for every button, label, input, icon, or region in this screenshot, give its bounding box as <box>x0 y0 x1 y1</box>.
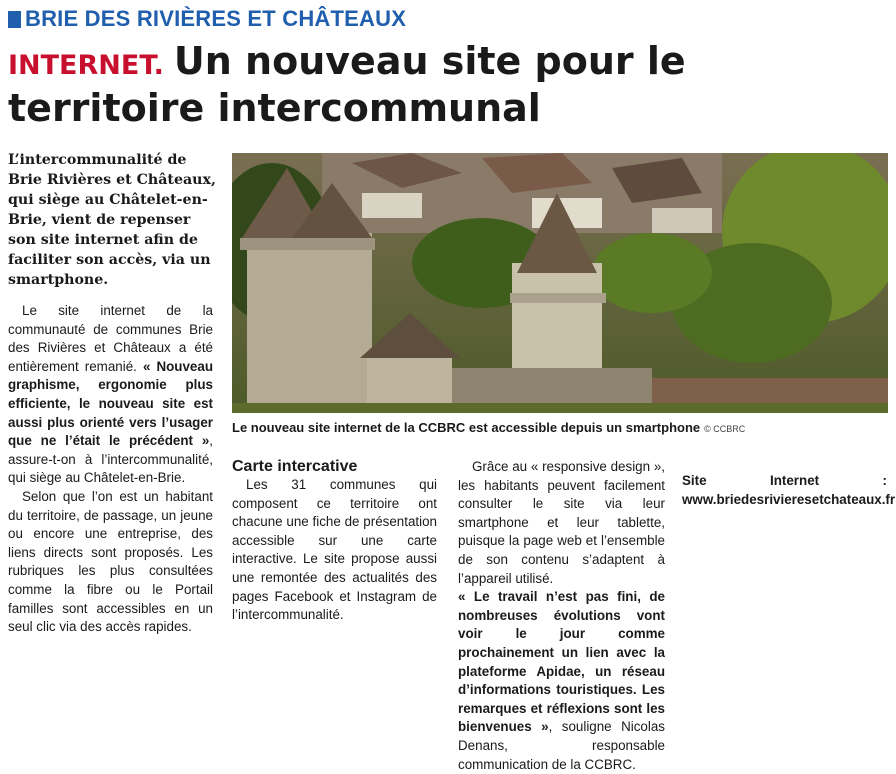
p5-quote: « Le travail n’est pas fini, de nombreuses évolutions vont voir le jour comme prochainement un lien avec la plateforme Apidae, un réseau d’informations touristiques. Les remarques et réflexions sont les bienvenues » <box>458 589 665 735</box>
castle-photo-illustration <box>232 153 888 413</box>
p5-end: , souligne Nicolas Denans, responsable communication de la CCBRC. <box>458 719 665 772</box>
column-4-spacer <box>682 458 887 472</box>
photo-credit: © CCBRC <box>704 424 746 434</box>
rubric-square-icon <box>8 11 21 28</box>
rubric-label: BRIE DES RIVIÈRES ET CHÂTEAUX <box>25 6 407 31</box>
body-paragraph-3: Les 31 communes qui composent ce territoire ont chacune une fiche de présentation accessible sur une carte interactive. Le site propose aussi une remontée des actualités des pages Facebook et Instagram de l’intercommunalité. <box>232 477 437 623</box>
section-rubric <box>8 6 406 32</box>
body-paragraph-4: Grâce au « responsive design », les habitants peuvent facilement consulter le site via leur smartphone et leur tablette, puisque la page web et l’ensemble de son contenu s’adaptent à l’appareil utilisé. <box>458 459 665 586</box>
p1-end: , assure-t-on à l’intercommunalité, qui siège au Châtelet-en-Brie. <box>8 433 213 486</box>
lead-paragraph: L’intercommunalité de Brie Rivières et Châteaux, qui siège au Châtelet-en-Brie, vient de repenser son site internet afin de faciliter son accès, via un smartphone. <box>8 152 216 288</box>
body-paragraph-5 <box>458 588 665 774</box>
p1-quote: « Nouveau graphisme, ergonomie plus efficiente, le nouveau site est aussi plus orienté vers l’usager que ne l’était le précédent » <box>8 358 213 449</box>
body-paragraph-2: Selon que l’on est un habitant du territoire, de passage, un jeune ou encore une entreprise, des liens directs sont proposés. Les rubriques les plus consultées comme la fibre ou le Portail familles sont accessibles en un seul clic via des accès rapides. <box>8 488 213 635</box>
headline-title: Un nouveau site pour le territoire intercommunal <box>8 39 686 130</box>
p1-text: Le site internet de la communauté de communes Brie des Rivières et Châteaux a été entièrement remanié. <box>8 303 213 374</box>
body-column-4 <box>682 458 896 509</box>
body-paragraph-1 <box>8 302 213 488</box>
subhead: Carte intercative <box>232 458 358 475</box>
body-column-2 <box>232 458 437 625</box>
site-address <box>682 472 896 509</box>
article-photo <box>232 153 888 413</box>
body-column-1 <box>8 302 213 637</box>
photo-caption <box>232 420 892 435</box>
caption-text: Le nouveau site internet de la CCBRC est accessible depuis un smartphone <box>232 420 701 435</box>
site-link[interactable]: Site Internet : www.briedesrivieresetchateaux.fr <box>682 473 896 507</box>
headline-kicker: INTERNET. <box>8 50 164 81</box>
body-column-3 <box>458 458 665 774</box>
page-title <box>8 40 888 129</box>
